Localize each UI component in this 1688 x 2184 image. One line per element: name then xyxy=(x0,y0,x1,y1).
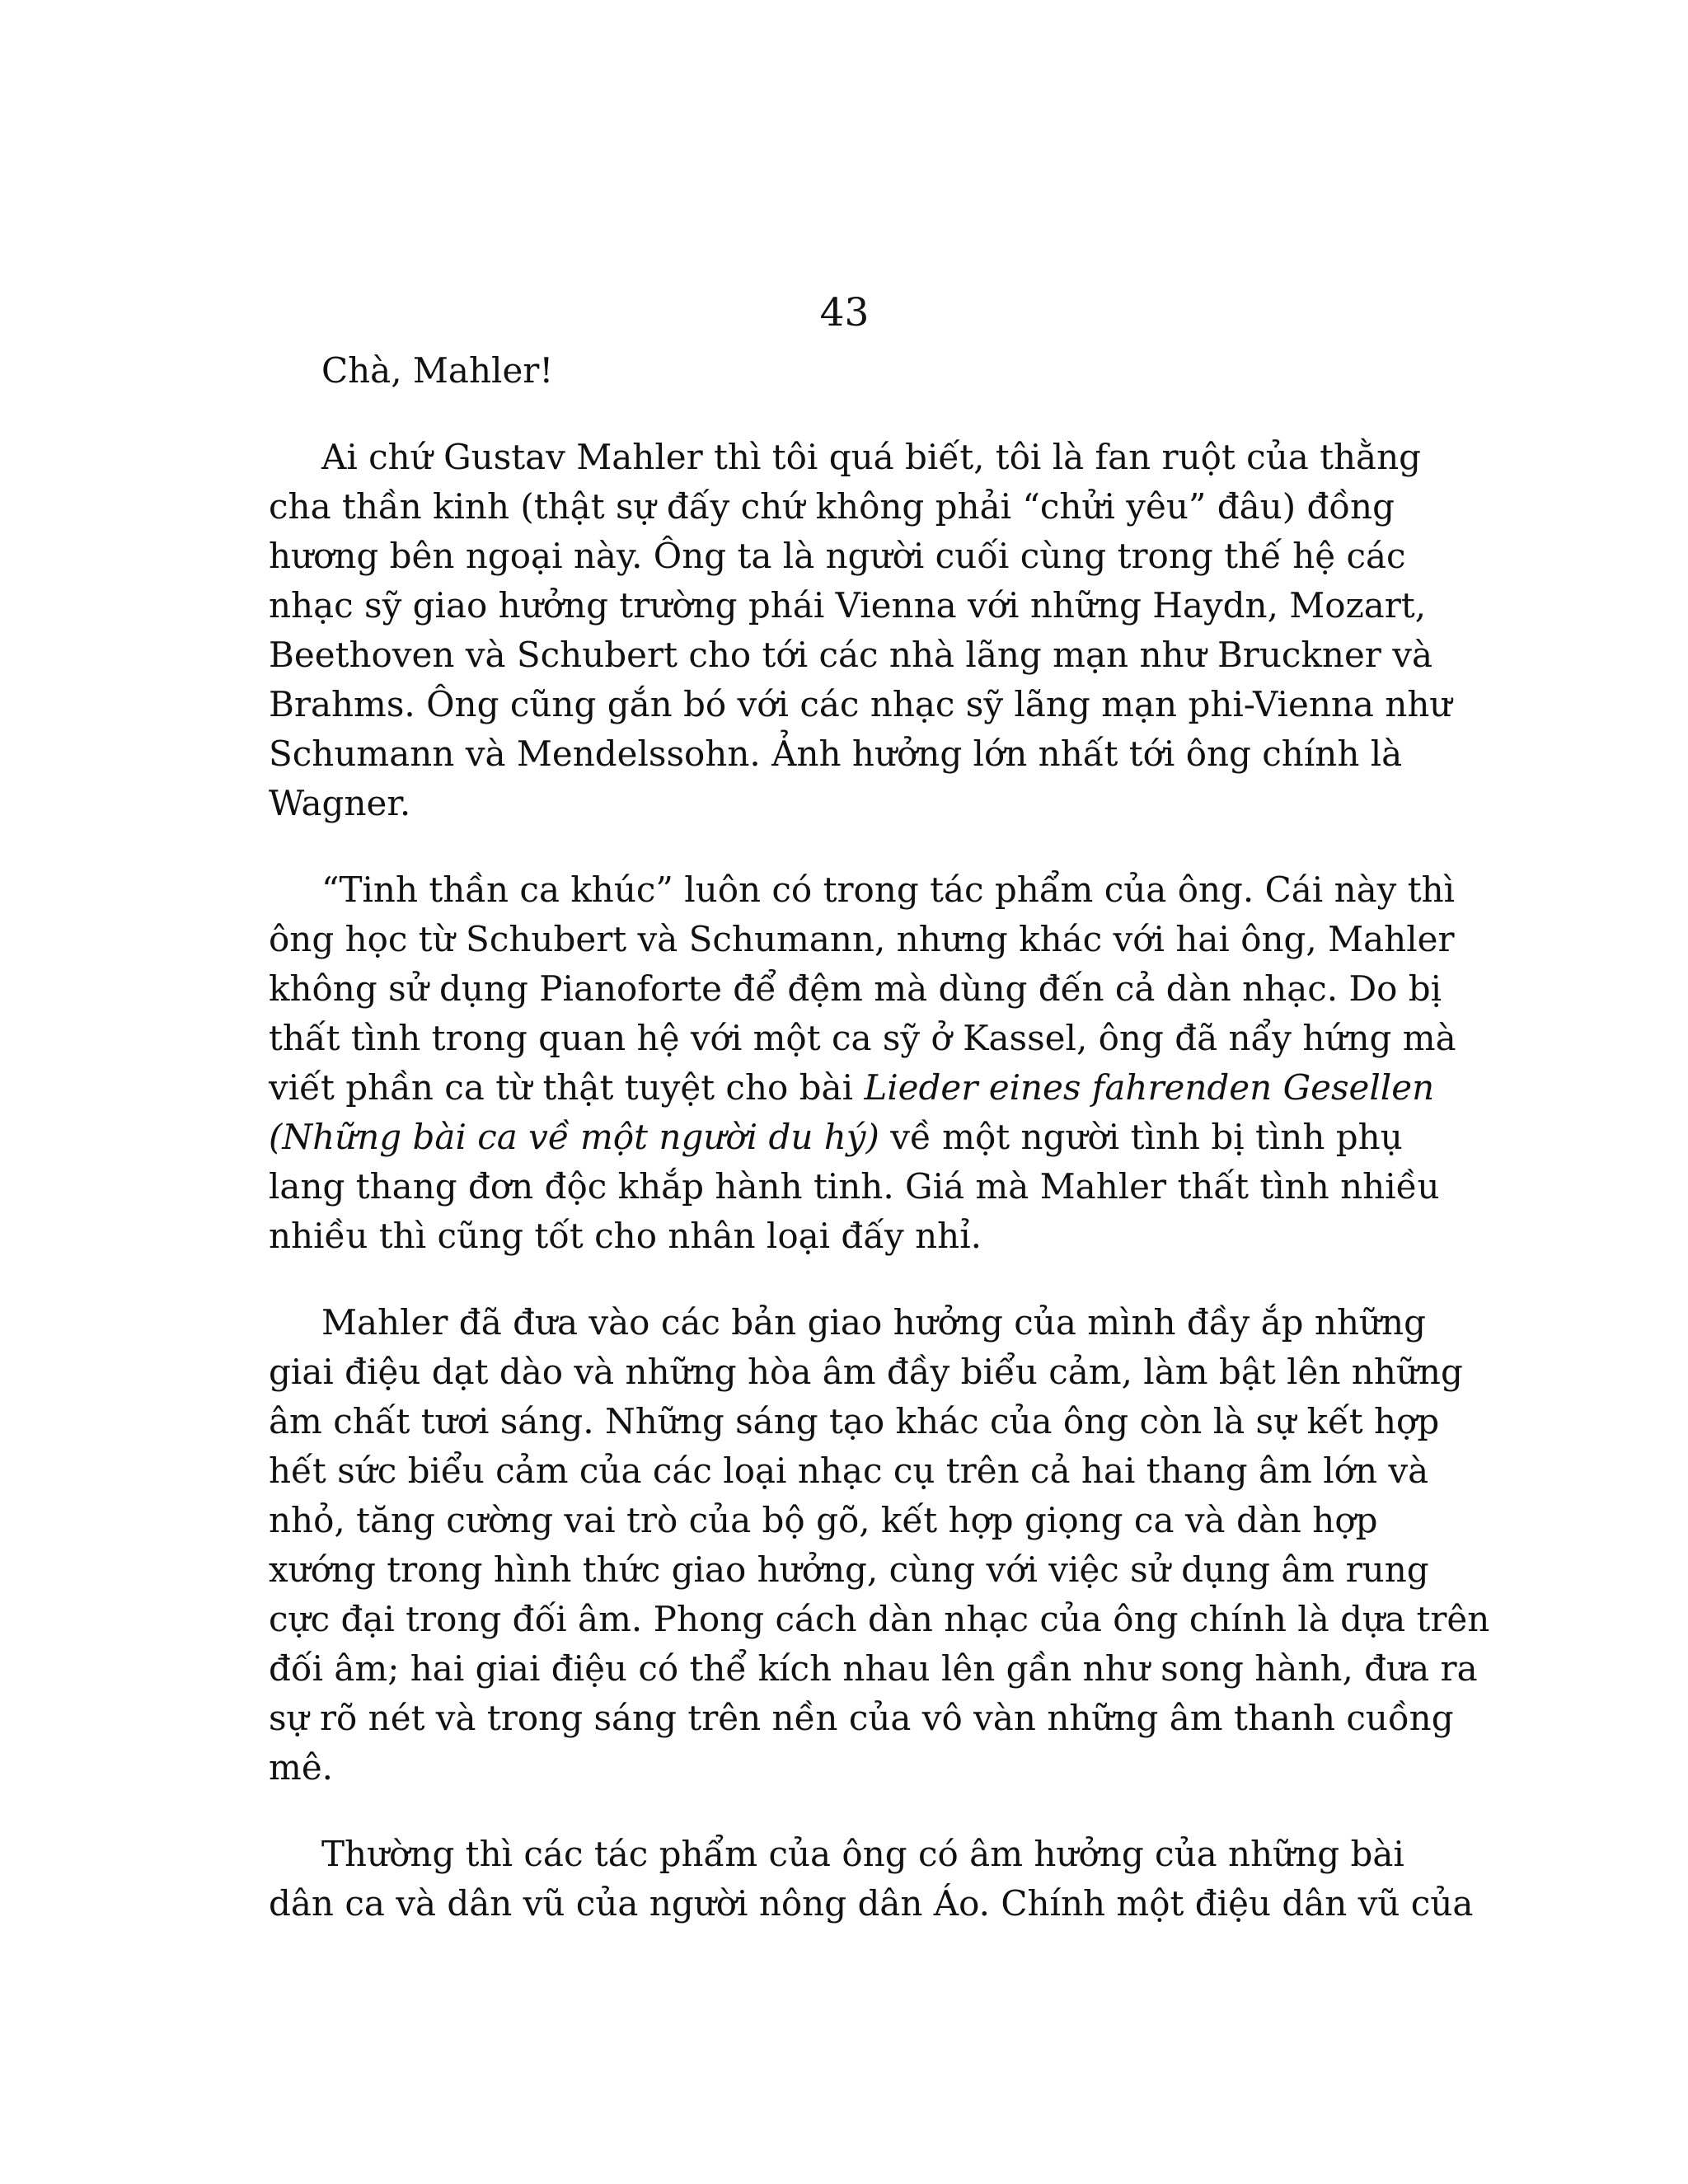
song-title-italic: Lieder eines fahrenden Gesellen xyxy=(864,1067,1435,1108)
text-line: xướng trong hình thức giao hưởng, cùng với việc sử dụng âm rung xyxy=(269,1549,1429,1590)
text-line: sự rõ nét và trong sáng trên nền của vô vàn những âm thanh cuồng xyxy=(269,1698,1454,1738)
text-line: hết sức biểu cảm của các loại nhạc cụ trên cả hai thang âm lớn và xyxy=(269,1451,1429,1491)
book-page xyxy=(216,0,1490,2184)
text-line: nhỏ, tăng cường vai trò của bộ gõ, kết hợp giọng ca và dàn hợp xyxy=(269,1500,1378,1540)
text-run: về một người tình bị tình phụ xyxy=(879,1117,1403,1157)
song-title-translation-italic: (Những bài ca về một người du hý) xyxy=(269,1117,879,1157)
text-line: lang thang đơn độc khắp hành tinh. Giá mà Mahler thất tình nhiều xyxy=(269,1166,1440,1207)
text-line: nhiều thì cũng tốt cho nhân loại đấy nhỉ. xyxy=(269,1216,982,1256)
text-line: giai điệu dạt dào và những hòa âm đầy biểu cảm, làm bật lên những xyxy=(269,1352,1463,1392)
paragraph-2 xyxy=(216,433,1473,828)
text-line: cực đại trong đối âm. Phong cách dàn nhạc của ông chính là dựa trên xyxy=(269,1599,1490,1639)
text-line: không sử dụng Pianoforte để đệm mà dùng đến cả dàn nhạc. Do bị xyxy=(269,968,1442,1009)
text-line: Brahms. Ông cũng gắn bó với các nhạc sỹ lãng mạn phi-Vienna như xyxy=(269,684,1452,724)
page-number: 43 xyxy=(819,290,870,335)
text-line: dân ca và dân vũ của người nông dân Áo. Chính một điệu dân vũ của xyxy=(269,1883,1474,1924)
chapter-text xyxy=(216,346,1490,1966)
text-line: Schumann và Mendelssohn. Ảnh hưởng lớn nhất tới ông chính là xyxy=(269,733,1403,774)
text-line: đối âm; hai giai điệu có thể kích nhau lên gần như song hành, đưa ra xyxy=(269,1648,1478,1689)
text-line: Wagner. xyxy=(269,783,411,823)
text-line: “Tinh thần ca khúc” luôn có trong tác phẩm của ông. Cái này thì xyxy=(321,869,1456,910)
text-line: ông học từ Schubert và Schumann, nhưng khác với hai ông, Mahler xyxy=(269,919,1455,959)
text-line xyxy=(216,1113,1473,1162)
text-line: thất tình trong quan hệ với một ca sỹ ở Kassel, ông đã nẩy hứng mà xyxy=(269,1018,1456,1058)
text-line: nhạc sỹ giao hưởng trường phái Vienna với những Haydn, Mozart, xyxy=(269,585,1427,626)
text-line: Chà, Mahler! xyxy=(321,350,554,391)
paragraph-3 xyxy=(216,865,1473,1261)
text-line: mê. xyxy=(269,1747,334,1788)
text-line: âm chất tươi sáng. Những sáng tạo khác của ông còn là sự kết hợp xyxy=(269,1401,1440,1441)
text-line xyxy=(216,1063,1473,1113)
text-line: Mahler đã đưa vào các bản giao hưởng của mình đầy ắp những xyxy=(321,1302,1426,1343)
text-line: hương bên ngoại này. Ông ta là người cuối cùng trong thế hệ các xyxy=(269,536,1406,576)
text-line: Ai chứ Gustav Mahler thì tôi quá biết, tôi là fan ruột của thằng xyxy=(321,437,1422,477)
paragraph-4 xyxy=(216,1298,1490,1793)
text-line: Thường thì các tác phẩm của ông có âm hưởng của những bài xyxy=(321,1834,1404,1874)
text-line: Beethoven và Schubert cho tới các nhà lãng mạn như Bruckner và xyxy=(269,635,1433,675)
paragraph-5 xyxy=(216,1830,1473,1929)
text-line: cha thần kinh (thật sự đấy chứ không phải “chửi yêu” đâu) đồng xyxy=(269,486,1395,527)
paragraph-1 xyxy=(216,346,1473,396)
text-run: viết phần ca từ thật tuyệt cho bài xyxy=(269,1067,865,1108)
